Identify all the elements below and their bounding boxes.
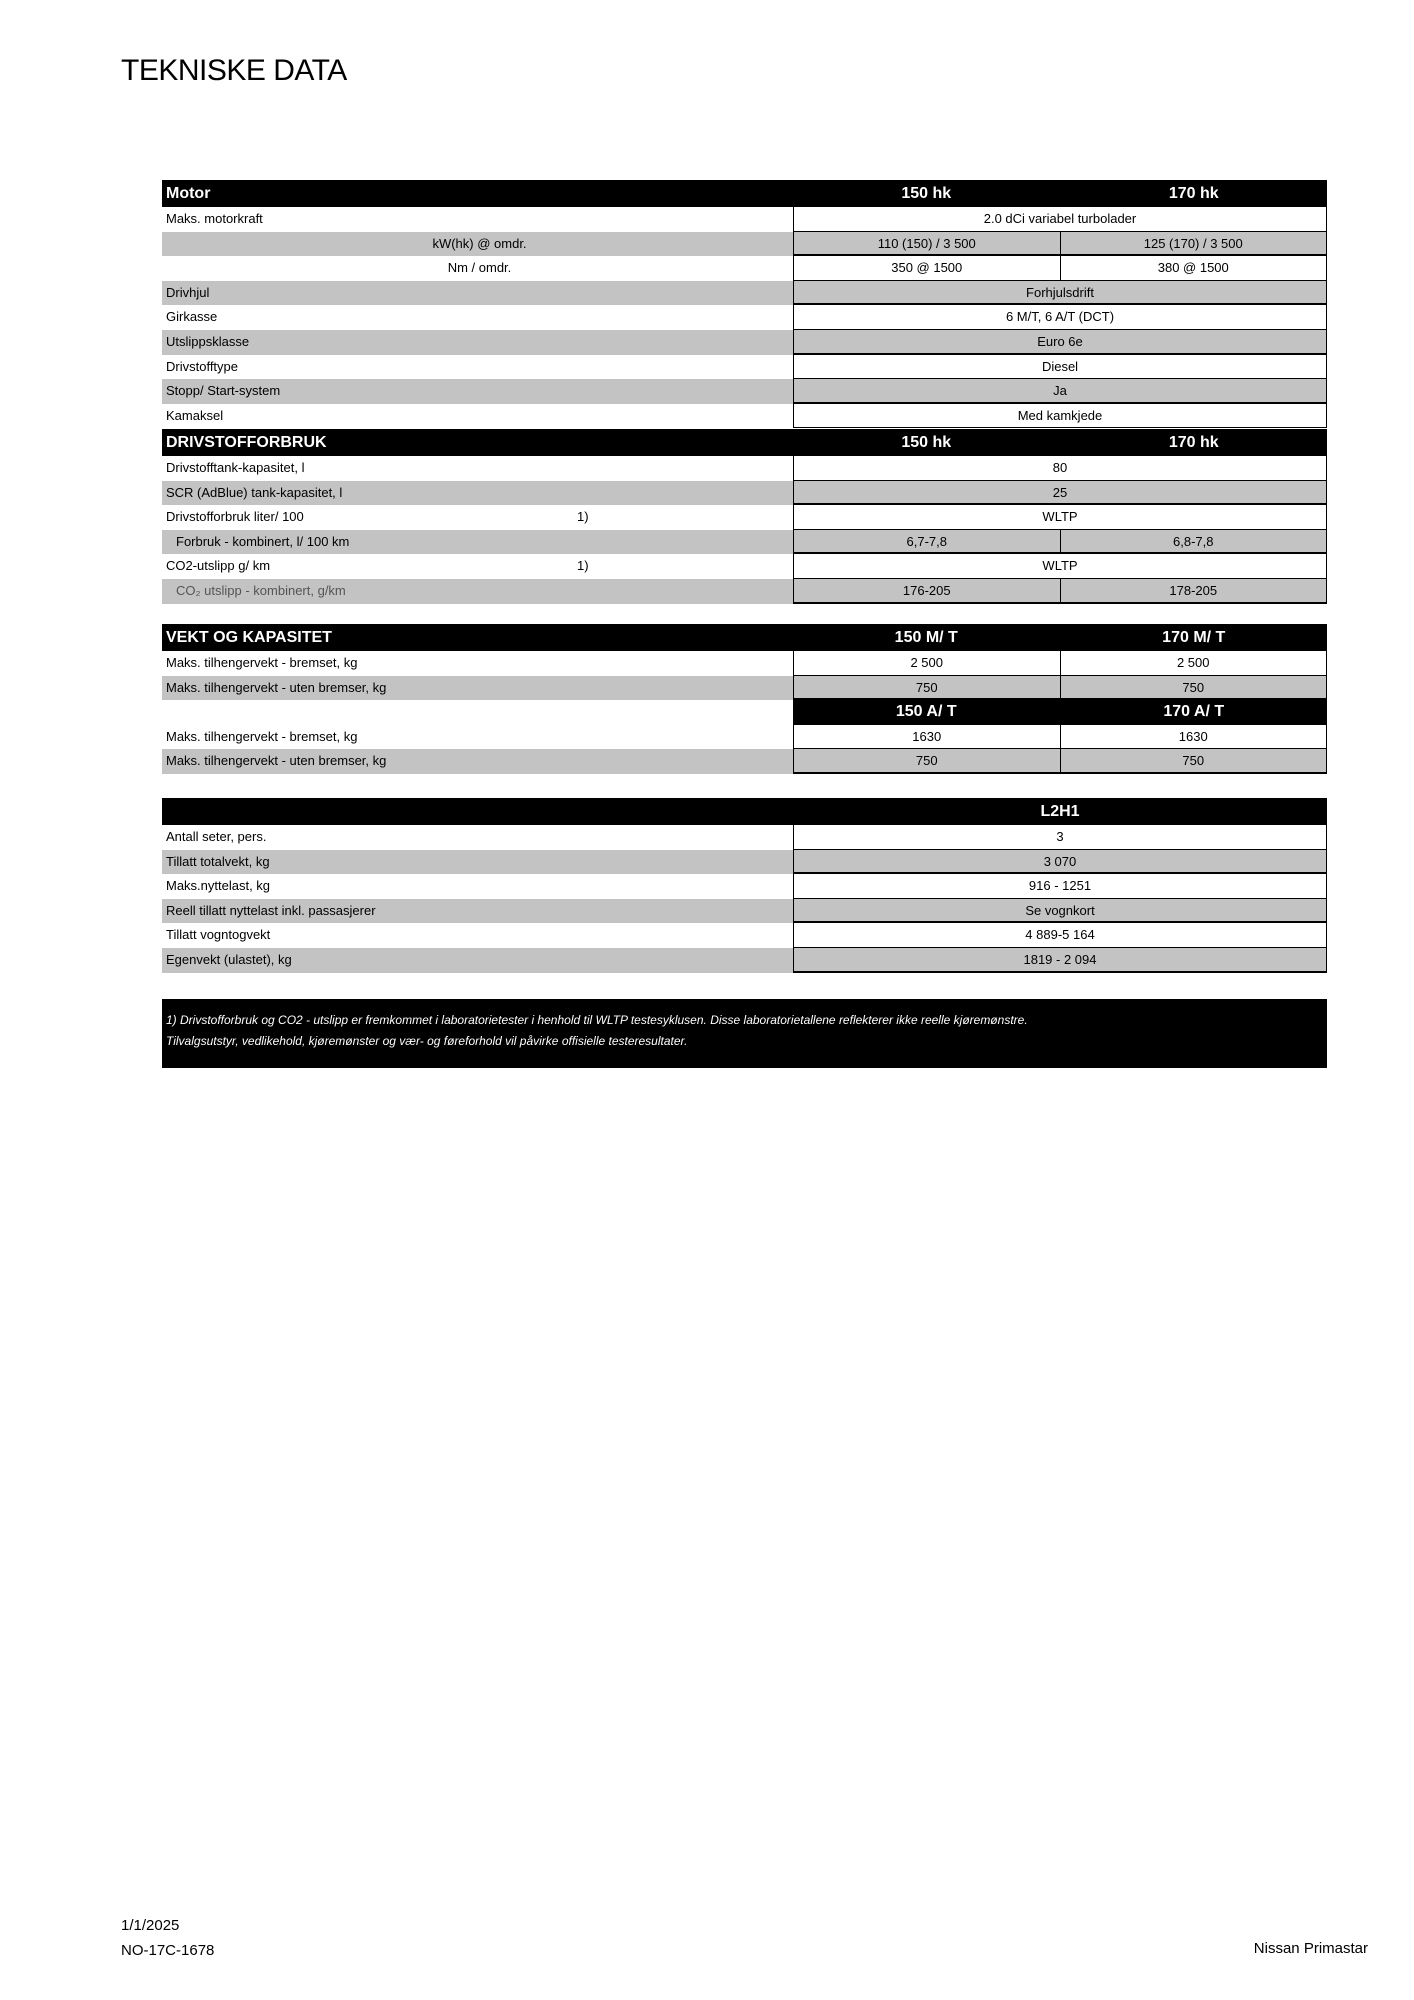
row-values <box>793 330 1327 355</box>
row-values <box>793 725 1327 750</box>
header-column: L2H1 <box>1040 803 1080 820</box>
header-columns <box>793 798 1327 825</box>
row-label: Kamaksel <box>166 407 224 423</box>
row-label: Girkasse <box>166 309 218 325</box>
header-column: 150 hk <box>901 434 952 451</box>
header-column: 150 hk <box>901 185 952 202</box>
row-label: Drivstofftype <box>166 358 239 374</box>
row-value: 150 A/ T <box>895 703 957 721</box>
row-label: Utslippsklasse <box>162 330 793 355</box>
header-label: DRIVSTOFFORBRUK <box>166 434 327 451</box>
footnote-line-2: Tilvalgsutstyr, vedlikehold, kjøremønster og vær- og føreforhold vil påvirke offisielle testeresultater. <box>166 1034 688 1048</box>
row-values <box>793 530 1327 555</box>
row-label <box>162 700 793 725</box>
row-value: 916 - 1251 <box>1028 878 1092 894</box>
table-row <box>162 825 1327 850</box>
row-label: Maks. tilhengervekt - bremset, kg <box>166 728 358 744</box>
table-row <box>162 874 1327 899</box>
row-values <box>793 554 1327 579</box>
row-values <box>793 948 1327 973</box>
footnote-marker: 1) <box>577 558 589 574</box>
row-values <box>793 651 1327 676</box>
row-value: 750 <box>1060 676 1327 699</box>
table-header <box>162 798 1327 825</box>
table-row <box>162 923 1327 948</box>
row-value: 25 <box>1052 484 1068 500</box>
table-row <box>162 404 1327 429</box>
row-value: 1630 <box>1060 725 1327 749</box>
row-value: 6,8-7,8 <box>1060 530 1327 553</box>
row-label: Maks. tilhengervekt - uten bremser, kg <box>162 749 793 774</box>
row-label: Maks. motorkraft <box>166 211 263 226</box>
header-columns <box>793 429 1327 456</box>
table-row <box>162 725 1327 750</box>
row-value: Med kamkjede <box>1017 407 1103 423</box>
row-values <box>793 404 1327 429</box>
table-row <box>162 207 1327 232</box>
row-value: 750 <box>915 753 938 769</box>
row-value: 2 500 <box>910 655 944 670</box>
row-value: Se vognkort <box>1025 902 1095 918</box>
row-value: WLTP <box>1042 509 1078 525</box>
row-values <box>793 481 1327 506</box>
row-label: kW(hk) @ omdr. <box>162 232 793 257</box>
row-value: 170 A/ T <box>1060 700 1328 725</box>
table-row <box>162 948 1327 973</box>
row-label: Stopp/ Start-system <box>162 379 793 404</box>
table-row <box>162 330 1327 355</box>
spec-table-2 <box>162 624 1327 774</box>
row-values <box>793 850 1327 875</box>
row-value: 110 (150) / 3 500 <box>877 235 976 251</box>
footnote-marker: 1) <box>577 509 589 525</box>
row-value: 2 500 <box>1060 651 1327 675</box>
table-row <box>162 355 1327 380</box>
table-row <box>162 481 1327 506</box>
row-value: Diesel <box>1041 358 1079 374</box>
row-values <box>793 281 1327 306</box>
row-value: 6 M/T, 6 A/T (DCT) <box>1005 309 1115 325</box>
row-value: 1819 - 2 094 <box>1023 951 1097 967</box>
row-label: Tillatt totalvekt, kg <box>162 850 793 875</box>
table-row <box>162 281 1327 306</box>
row-label: Maks.nyttelast, kg <box>166 878 271 894</box>
row-label: Antall seter, pers. <box>166 829 267 844</box>
row-values <box>793 749 1327 774</box>
table-header <box>162 180 1327 207</box>
row-label: CO₂ utslipp - kombinert, g/km <box>162 579 793 604</box>
header-column: 170 M/ T <box>1060 624 1328 651</box>
row-label: SCR (AdBlue) tank-kapasitet, l <box>162 481 793 506</box>
row-values <box>793 700 1327 725</box>
footnote-line-1: 1) Drivstofforbruk og CO2 - utslipp er fremkommet i laboratorietester i henhold til WLTP testesyklusen. Disse laboratorietallene reflekterer ikke reelle kjøremønstre. <box>166 1013 1028 1027</box>
spec-table-3 <box>162 798 1327 973</box>
row-label: CO2-utslipp g/ km 1) <box>162 554 793 579</box>
footer-code: NO-17C-1678 <box>121 1942 215 1959</box>
table-row <box>162 676 1327 701</box>
row-value: 380 @ 1500 <box>1060 256 1327 280</box>
table-row <box>162 505 1327 530</box>
footer-date: 1/1/2025 <box>121 1917 180 1934</box>
row-label: Forbruk - kombinert, l/ 100 km <box>162 530 793 555</box>
row-value: 3 <box>1056 829 1064 844</box>
spec-table-1 <box>162 429 1327 604</box>
row-values <box>793 207 1327 232</box>
row-values <box>793 456 1327 481</box>
table-row <box>162 579 1327 604</box>
row-value: WLTP <box>1042 558 1078 574</box>
row-value: Forhjulsdrift <box>1026 284 1094 300</box>
row-values <box>793 825 1327 850</box>
row-values <box>793 899 1327 924</box>
row-values <box>793 355 1327 380</box>
row-value: Ja <box>1053 383 1067 399</box>
footnote <box>162 999 1327 1068</box>
row-value: 750 <box>1060 749 1327 772</box>
table-row <box>162 256 1327 281</box>
header-label <box>162 798 793 825</box>
row-label: Reell tillatt nyttelast inkl. passasjerer <box>162 899 793 924</box>
row-values <box>793 505 1327 530</box>
header-columns <box>793 180 1327 207</box>
row-value: 350 @ 1500 <box>891 260 963 276</box>
table-row <box>162 554 1327 579</box>
row-values <box>793 923 1327 948</box>
row-values <box>793 874 1327 899</box>
row-values <box>793 305 1327 330</box>
row-label: Drivhjul <box>162 281 793 306</box>
row-values <box>793 676 1327 701</box>
header-label: VEKT OG KAPASITET <box>166 629 332 646</box>
row-value: 4 889-5 164 <box>1025 927 1095 943</box>
row-value: 176-205 <box>902 582 951 598</box>
header-column: 170 hk <box>1060 429 1328 456</box>
row-label: Drivstofftank-kapasitet, l <box>166 460 305 475</box>
row-value: 80 <box>1052 460 1068 475</box>
page-title: TEKNISKE DATA <box>121 54 347 87</box>
header-column: 170 hk <box>1060 180 1328 207</box>
header-column: 150 M/ T <box>894 629 958 646</box>
row-value: 3 070 <box>1043 853 1077 869</box>
row-label: Tillatt vogntogvekt <box>166 927 271 943</box>
table-row <box>162 456 1327 481</box>
table-row <box>162 651 1327 676</box>
table-row <box>162 232 1327 257</box>
row-label: Maks. tilhengervekt - uten bremser, kg <box>162 676 793 701</box>
row-value: 2.0 dCi variabel turbolader <box>983 211 1137 226</box>
table-row <box>162 530 1327 555</box>
row-value: Euro 6e <box>1037 333 1083 349</box>
row-value: 6,7-7,8 <box>906 533 947 549</box>
table-row <box>162 305 1327 330</box>
footer-model: Nissan Primastar <box>1253 1940 1368 1957</box>
row-values <box>793 256 1327 281</box>
header-columns <box>793 624 1327 651</box>
row-values <box>793 579 1327 604</box>
row-value: 125 (170) / 3 500 <box>1060 232 1327 255</box>
row-values <box>793 232 1327 257</box>
table-row <box>162 899 1327 924</box>
spec-table-0 <box>162 180 1327 428</box>
row-label: Maks. tilhengervekt - bremset, kg <box>166 655 358 670</box>
table-row <box>162 379 1327 404</box>
row-value: 1630 <box>912 728 942 744</box>
table-row <box>162 850 1327 875</box>
sub-header-row <box>162 700 1327 725</box>
row-label: Nm / omdr. <box>447 260 512 276</box>
row-label: Drivstofforbruk liter/ 100 1) <box>162 505 793 530</box>
row-label: Egenvekt (ulastet), kg <box>162 948 793 973</box>
table-header <box>162 429 1327 456</box>
header-label: Motor <box>166 185 211 202</box>
row-value: 750 <box>915 679 938 695</box>
row-values <box>793 379 1327 404</box>
table-row <box>162 749 1327 774</box>
table-header <box>162 624 1327 651</box>
row-value: 178-205 <box>1060 579 1327 602</box>
